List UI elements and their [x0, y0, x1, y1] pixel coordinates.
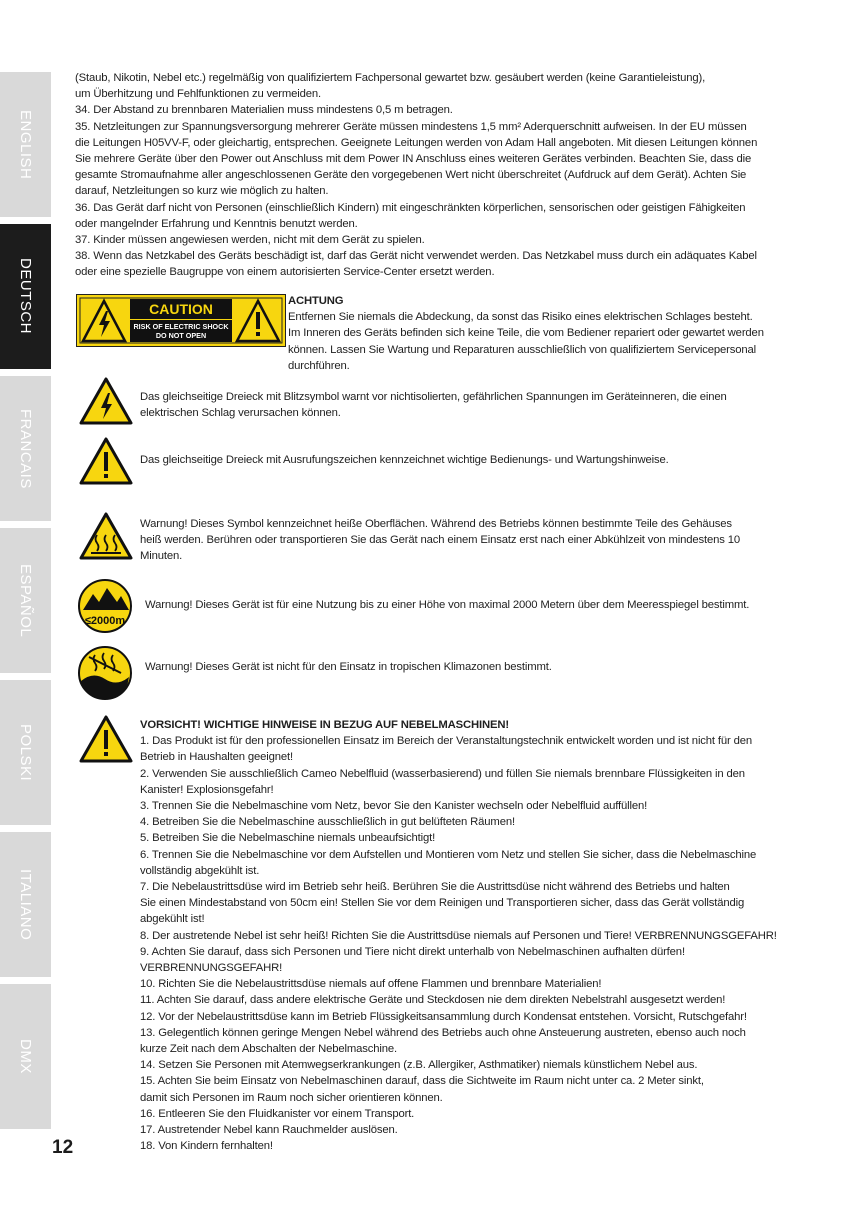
tab-polski[interactable]: [0, 680, 51, 825]
list-item: 10. Richten Sie die Nebelaustrittsdüse niemals auf offene Flammen und brennbare Materialien!: [140, 978, 602, 991]
list-item: 4. Betreiben Sie die Nebelmaschine ausschließlich in gut belüfteten Räumen!: [140, 816, 515, 829]
fog-machine-instructions: [140, 717, 805, 1154]
text-line: Sie mehrere Geräte über den Power out Anschluss mit dem Power IN Anschluss eines weiteren Gerätes verbinden. Beachten Sie, dass die: [75, 153, 752, 166]
list-item: 14. Setzen Sie Personen mit Atemwegserkrankungen (z.B. Allergiker, Asthmatiker) niemals künstlichem Nebel aus.: [140, 1059, 698, 1072]
electric-shock-warning-icon: [78, 376, 134, 426]
text-line: Das gleichseitige Dreieck mit Blitzsymbol warnt vor nichtisolierten, gefährlichen Spannungen im Geräteinneren, die einen: [140, 391, 727, 403]
achtung-block: [288, 293, 798, 374]
lightning-description: [140, 389, 800, 421]
caution-title: CAUTION: [149, 301, 213, 317]
tab-label: ENGLISH: [17, 109, 34, 180]
list-item: 13. Gelegentlich können geringe Mengen Nebel während des Betriebs auch ohne Ansteuerung austreten, ebenso auch noch: [140, 1026, 746, 1039]
fog-heading: VORSICHT! WICHTIGE HINWEISE IN BEZUG AUF NEBELMASCHINEN!: [140, 719, 509, 731]
list-item: 11. Achten Sie darauf, dass andere elektrische Geräte und Steckdosen nie dem direkten Nebelstrahl ausgesetzt werden!: [140, 994, 726, 1007]
list-item: 6. Trennen Sie die Nebelmaschine vor dem Aufstellen und Montieren vom Netz und stellen Sie sicher, dass die Nebelmaschine: [140, 848, 757, 861]
list-item: 9. Achten Sie darauf, dass sich Personen und Tiere nicht direkt unterhalb von Nebelmaschinen aufhalten dürfen!: [140, 945, 685, 958]
text-line: elektrischen Schlag verursachen können.: [140, 407, 341, 420]
list-item: 1. Das Produkt ist für den professionellen Einsatz im Bereich der Veranstaltungstechnik entwickelt worden und ist nicht für den: [140, 735, 753, 748]
list-item: VERBRENNUNGSGEFAHR!: [140, 962, 283, 975]
list-item: 7. Die Nebelaustrittsdüse wird im Betrieb sehr heiß. Berühren Sie die Austrittsdüse nicht während des Betriebs und halten: [140, 881, 730, 894]
text-line: 37. Kinder müssen angewiesen werden, nicht mit dem Gerät zu spielen.: [75, 234, 425, 247]
exclamation-warning-icon: [78, 436, 134, 486]
text-line: 35. Netzleitungen zur Spannungsversorgung mehrerer Geräte müssen mindestens 1,5 mm² Aderquerschnitt aufweisen. In der EU müssen: [75, 120, 747, 133]
text-line: Entfernen Sie niemals die Abdeckung, da sonst das Risiko eines elektrischen Schlages besteht.: [288, 311, 753, 324]
list-item: 5. Betreiben Sie die Nebelmaschine niemals unbeaufsichtigt!: [140, 832, 436, 845]
list-item: 3. Trennen Sie die Nebelmaschine vom Netz, bevor Sie den Kanister wechseln oder Nebelfluid auffüllen!: [140, 800, 648, 813]
list-item: Betrieb in Haushalten geeignet!: [140, 751, 293, 764]
tropical-climate-warning-icon: [77, 645, 133, 701]
text-line: können. Lassen Sie Wartung und Reparaturen ausschließlich von qualifiziertem Servicepersonal: [288, 343, 757, 356]
tab-dmx[interactable]: [0, 984, 51, 1129]
tab-label: FRANCAIS: [17, 408, 34, 489]
safety-instructions-continued: [75, 70, 795, 281]
altitude-limit-icon: [77, 578, 133, 634]
achtung-heading: ACHTUNG: [288, 295, 344, 307]
text-line: (Staub, Nikotin, Nebel etc.) regelmäßig von qualifiziertem Fachpersonal gewartet bzw. gesäubert werden (keine Garantieleistung),: [75, 72, 706, 84]
list-item: 15. Achten Sie beim Einsatz von Nebelmaschinen darauf, dass die Sichtweite im Raum nicht unter ca. 2 Meter sinkt,: [140, 1075, 704, 1088]
text-line: 36. Das Gerät darf nicht von Personen (einschließlich Kindern) mit eingeschränkten körperlichen, sensorischen oder geistigen Fähigkeiten: [75, 201, 746, 214]
tab-label: DMX: [17, 1039, 34, 1074]
list-item: Sie einen Mindestabstand von 50cm ein! Stellen Sie vor dem Reinigen und Transportieren sicher, dass das Gerät vollständig: [140, 897, 745, 910]
text-line: Das gleichseitige Dreieck mit Ausrufungszeichen kennzeichnet wichtige Bedienungs- und Wartungshinweise.: [140, 454, 669, 466]
caution-line1: RISK OF ELECTRIC SHOCK: [133, 322, 229, 331]
hot-surface-warning-icon: [78, 511, 134, 561]
caution-sticker: [76, 294, 286, 347]
list-item: kurze Zeit nach dem Abschalten der Nebelmaschine.: [140, 1043, 398, 1056]
text-line: Warnung! Dieses Gerät ist für eine Nutzung bis zu einer Höhe von maximal 2000 Metern über dem Meeresspiegel bestimmt.: [145, 599, 750, 611]
text-line: oder eine spezielle Baugruppe von einem autorisierten Service-Center ersetzt werden.: [75, 266, 495, 279]
list-item: abgekühlt ist!: [140, 913, 205, 926]
text-line: Minuten.: [140, 550, 183, 563]
text-line: Warnung! Dieses Symbol kennzeichnet heiße Oberflächen. Während des Betriebs können bestimmte Teile des Gehäuses: [140, 518, 732, 530]
altitude-description: [145, 597, 805, 613]
text-line: darauf, Netzleitungen so kurz wie möglich zu halten.: [75, 185, 329, 198]
fog-machine-warning-icon: [78, 714, 134, 764]
text-line: oder mangelnder Erfahrung und Kenntnis benutzt werden.: [75, 217, 358, 230]
list-item: 8. Der austretende Nebel ist sehr heiß! Richten Sie die Austrittsdüse niemals auf Personen und Tiere! VERBRENNUNGSGEFAHR!: [140, 929, 777, 942]
exclamation-description: [140, 452, 800, 468]
text-line: um Überhitzung und Fehlfunktionen zu vermeiden.: [75, 88, 322, 101]
text-line: 34. Der Abstand zu brennbaren Materialien muss mindestens 0,5 m betragen.: [75, 104, 453, 117]
list-item: 12. Vor der Nebelaustrittsdüse kann im Betrieb Flüssigkeitsansammlung durch Kondensat entstehen. Vorsicht, Rutschgefahr!: [140, 1010, 747, 1023]
tab-label: ITALIANO: [17, 868, 34, 941]
text-line: Im Inneren des Geräts befinden sich keine Teile, die vom Bediener repariert oder gewartet werden: [288, 327, 764, 340]
text-line: heiß werden. Berühren oder transportieren Sie das Gerät nach einem Einsatz erst nach einer Abkühlzeit von mindestens 10: [140, 534, 741, 547]
text-line: gesamte Stromaufnahme aller angeschlossenen Geräte den vorgegebenen Wert nicht überschreitet (Aufdruck auf dem Gerät). Achten Sie: [75, 169, 747, 182]
text-line: durchführen.: [288, 359, 350, 372]
caution-line2: DO NOT OPEN: [155, 331, 207, 340]
tropical-description: [145, 659, 805, 675]
page-number: 12: [52, 1137, 74, 1158]
text-line: 38. Wenn das Netzkabel des Geräts beschädigt ist, darf das Gerät nicht verwendet werden. Das Netzkabel muss durch ein adäquates Kabel: [75, 250, 757, 263]
list-item: 2. Verwenden Sie ausschließlich Cameo Nebelfluid (wasserbasierend) und füllen Sie niemals brennbare Flüssigkeiten in den: [140, 767, 745, 780]
tab-label: DEUTSCH: [17, 258, 34, 335]
list-item: vollständig abgekühlt ist.: [140, 864, 260, 877]
tab-francais[interactable]: [0, 376, 51, 521]
tab-english[interactable]: [0, 72, 51, 217]
tab-label: POLSKI: [17, 723, 34, 782]
list-item: Kanister! Explosionsgefahr!: [140, 783, 274, 796]
list-item: damit sich Personen im Raum noch sicher orientieren können.: [140, 1091, 443, 1104]
list-item: 18. Von Kindern fernhalten!: [140, 1140, 273, 1153]
text-line: die Leitungen H05VV-F, oder gleichartig, entsprechen. Geeignete Leitungen werden von Adam Hall angeboten. Mit diesen Leitungen können: [75, 136, 758, 149]
tab-italiano[interactable]: [0, 832, 51, 977]
list-item: 16. Entleeren Sie den Fluidkanister vor einem Transport.: [140, 1107, 415, 1120]
tab-espanol[interactable]: [0, 528, 51, 673]
altitude-label: ≤2000m: [84, 615, 126, 627]
hot-surface-description: [140, 516, 800, 565]
list-item: 17. Austretender Nebel kann Rauchmelder auslösen.: [140, 1124, 398, 1137]
tab-deutsch[interactable]: [0, 224, 51, 369]
text-line: Warnung! Dieses Gerät ist nicht für den Einsatz in tropischen Klimazonen bestimmt.: [145, 661, 552, 673]
tab-label: ESPAÑOL: [17, 563, 34, 638]
